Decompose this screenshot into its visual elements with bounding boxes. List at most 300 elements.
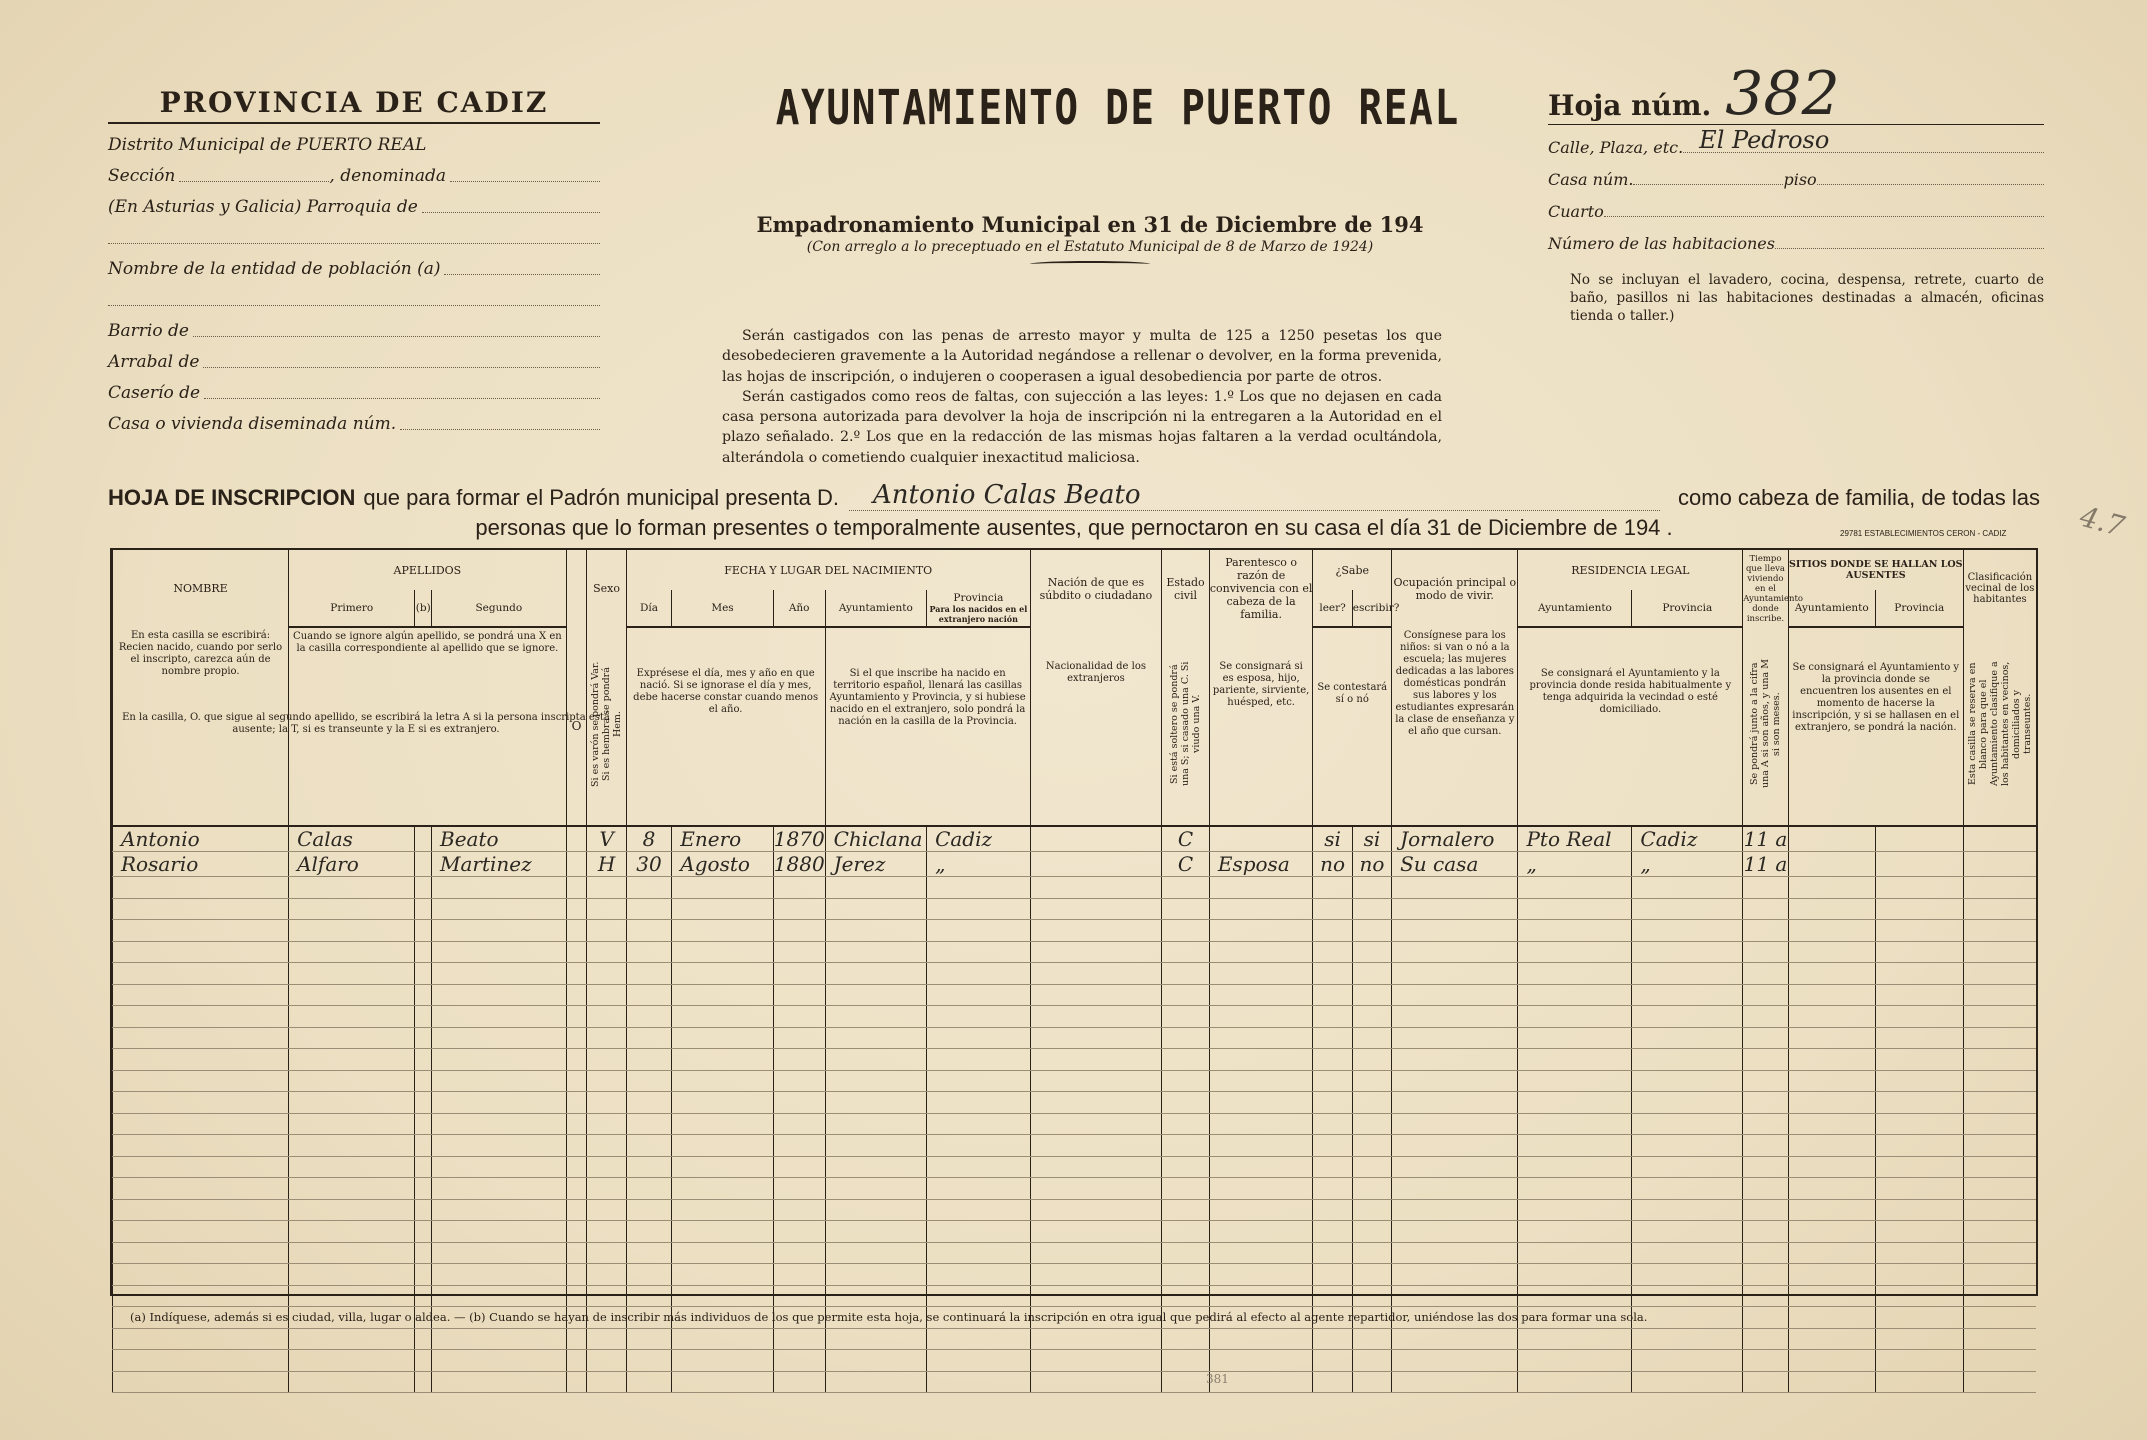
instr-fecha: Exprésese el día, mes y año en que nació. Si se ignorase el día y mes, debe hacerse constar cuando menos el año. bbox=[626, 627, 825, 826]
cell-ano bbox=[773, 1049, 825, 1071]
cell-res-prov bbox=[1632, 1135, 1743, 1157]
col-sit-ayto: Ayuntamiento bbox=[1788, 590, 1875, 627]
cell-leer bbox=[1313, 941, 1352, 963]
cell-sit-ayto bbox=[1788, 1135, 1875, 1157]
cell-nacion bbox=[1030, 1178, 1162, 1200]
empadronamiento-subtitle: (Con arreglo a lo preceptuado en el Estatuto Municipal de 8 de Marzo de 1924) bbox=[806, 239, 1374, 255]
instr-residencia: Se consignará el Ayuntamiento y la provincia donde resida habitualmente y tenga adquirida la vecindad o esté domiciliado. bbox=[1518, 627, 1743, 826]
cell-sit-ayto bbox=[1788, 1199, 1875, 1221]
hoja-label: Hoja núm. bbox=[1548, 89, 1712, 122]
cell-nacion bbox=[1030, 1242, 1162, 1264]
cell-parentesco bbox=[1209, 984, 1313, 1006]
cell-sit-ayto bbox=[1788, 898, 1875, 920]
cell-ano bbox=[773, 898, 825, 920]
cell-mes: Agosto bbox=[672, 852, 774, 877]
cell-prov bbox=[927, 1371, 1031, 1393]
cell-spacer bbox=[566, 898, 587, 920]
provincia-title: PROVINCIA DE CADIZ bbox=[108, 86, 600, 124]
cell-res-prov bbox=[1632, 1285, 1743, 1307]
cell-ayto: Jerez bbox=[825, 852, 927, 877]
cell-mes bbox=[672, 1113, 774, 1135]
cell-ayto bbox=[825, 920, 927, 942]
cell-dia bbox=[626, 920, 672, 942]
cell-escribir bbox=[1352, 877, 1391, 899]
cell-escribir bbox=[1352, 1178, 1391, 1200]
cell-ocupacion bbox=[1392, 1371, 1518, 1393]
instr-sexo: Si es varón se pondrá Var. Si es hembra se pondrá Hem. bbox=[590, 661, 624, 787]
penalty-paragraph-1: Serán castigados con las penas de arresto mayor y multa de 125 a 1250 pesetas los que desobedecieren gravemente a la Autoridad negándose a rellenar o devolver, en la forma prevenida, las hojas de inscripción, o indujeren o cooperasen a igual desobediencia por parte de otros. bbox=[722, 328, 1442, 385]
cell-nacion bbox=[1030, 1156, 1162, 1178]
cell-prov bbox=[927, 1027, 1031, 1049]
cell-ocupacion bbox=[1392, 1221, 1518, 1243]
cell-ocupacion bbox=[1392, 1092, 1518, 1114]
cell-clas bbox=[1963, 1156, 2036, 1178]
cell-nombre bbox=[113, 1350, 289, 1372]
cell-mes bbox=[672, 1178, 774, 1200]
cell-res-ayto bbox=[1518, 1070, 1632, 1092]
cell-escribir bbox=[1352, 1092, 1391, 1114]
table-row bbox=[113, 852, 2037, 877]
cell-parentesco bbox=[1209, 1285, 1313, 1307]
cell-nacion bbox=[1030, 1092, 1162, 1114]
cell-parentesco bbox=[1209, 1350, 1313, 1372]
cell-ocupacion bbox=[1392, 984, 1518, 1006]
cell-tiempo bbox=[1743, 1285, 1789, 1307]
table-row bbox=[113, 1027, 2037, 1049]
cell-sit-prov bbox=[1875, 1264, 1963, 1286]
cell-nombre bbox=[113, 941, 289, 963]
cell-spacer bbox=[415, 1350, 432, 1372]
cell-mes bbox=[672, 1156, 774, 1178]
cell-res-prov bbox=[1632, 1049, 1743, 1071]
cell-prov bbox=[927, 1070, 1031, 1092]
arrabal-row bbox=[108, 341, 600, 372]
margin-annotation: 4.7 bbox=[2076, 499, 2129, 544]
cell-parentesco bbox=[1209, 826, 1313, 852]
cell-dia bbox=[626, 1285, 672, 1307]
cell-res-ayto bbox=[1518, 1264, 1632, 1286]
cell-leer bbox=[1313, 1350, 1352, 1372]
cell-res-ayto bbox=[1518, 963, 1632, 985]
entidad-field bbox=[444, 274, 600, 275]
cell-ayto: Chiclana bbox=[825, 826, 927, 852]
cell-mes bbox=[672, 898, 774, 920]
cell-estado bbox=[1162, 1113, 1210, 1135]
hoja-header bbox=[1548, 58, 2044, 129]
cell-segundo bbox=[432, 1049, 567, 1071]
cell-parentesco bbox=[1209, 1221, 1313, 1243]
table-row bbox=[113, 898, 2037, 920]
col-sabe: ¿Sabe bbox=[1313, 550, 1392, 590]
cell-nacion bbox=[1030, 1006, 1162, 1028]
cell-prov bbox=[927, 963, 1031, 985]
instr-sabe: Se contestará sí o nó bbox=[1313, 627, 1392, 826]
calle-field bbox=[1683, 126, 2044, 154]
cell-parentesco bbox=[1209, 877, 1313, 899]
cell-res-prov bbox=[1632, 1350, 1743, 1372]
cell-ocupacion bbox=[1392, 1264, 1518, 1286]
cell-spacer bbox=[415, 1070, 432, 1092]
cell-spacer bbox=[415, 1135, 432, 1157]
cell-ayto bbox=[825, 941, 927, 963]
table-row bbox=[113, 1285, 2037, 1307]
cell-res-prov bbox=[1632, 1221, 1743, 1243]
cell-sit-prov bbox=[1875, 920, 1963, 942]
cell-nacion bbox=[1030, 984, 1162, 1006]
seccion-field bbox=[179, 181, 329, 182]
cell-res-ayto bbox=[1518, 941, 1632, 963]
cell-ayto bbox=[825, 1049, 927, 1071]
col-res-ayto: Ayuntamiento bbox=[1518, 590, 1632, 627]
col-ayuntamiento: Ayuntamiento bbox=[825, 590, 927, 627]
cell-spacer bbox=[415, 1178, 432, 1200]
col-estado: Estado civil bbox=[1162, 550, 1210, 627]
cell-prov bbox=[927, 1350, 1031, 1372]
cell-nombre bbox=[113, 1135, 289, 1157]
calle-value: El Pedroso bbox=[1699, 126, 1830, 154]
cell-primero bbox=[289, 920, 415, 942]
cell-ocupacion bbox=[1392, 1199, 1518, 1221]
cell-dia bbox=[626, 1264, 672, 1286]
cell-parentesco bbox=[1209, 1092, 1313, 1114]
cell-mes bbox=[672, 877, 774, 899]
cell-sit-ayto bbox=[1788, 1092, 1875, 1114]
cell-res-prov bbox=[1632, 1199, 1743, 1221]
habitaciones-note: No se incluyan el lavadero, cocina, despensa, retrete, cuarto de baño, pasillos ni las habitaciones destinadas a almacén, oficinas tienda o taller.) bbox=[1570, 272, 2044, 324]
cell-res-prov bbox=[1632, 1371, 1743, 1393]
cell-primero bbox=[289, 1328, 415, 1350]
cell-res-ayto bbox=[1518, 920, 1632, 942]
cell-sit-prov bbox=[1875, 1350, 1963, 1372]
cell-nacion bbox=[1030, 920, 1162, 942]
cell-estado bbox=[1162, 1006, 1210, 1028]
distrito-label: Distrito Municipal de PUERTO REAL bbox=[108, 135, 427, 155]
cell-escribir bbox=[1352, 920, 1391, 942]
cell-estado bbox=[1162, 1199, 1210, 1221]
ayuntamiento-title: AYUNTAMIENTO DE PUERTO REAL bbox=[775, 80, 1460, 136]
page-number: 381 bbox=[1206, 1372, 1229, 1386]
cell-tiempo bbox=[1743, 1156, 1789, 1178]
cell-leer bbox=[1313, 877, 1352, 899]
col-nacion: Nación de que es súbdito o ciudadano bbox=[1030, 550, 1162, 627]
cell-sit-ayto bbox=[1788, 1006, 1875, 1028]
cell-res-prov bbox=[1632, 1156, 1743, 1178]
cell-leer bbox=[1313, 1285, 1352, 1307]
barrio-row bbox=[108, 310, 600, 341]
cell-clas bbox=[1963, 1285, 2036, 1307]
cell-escribir bbox=[1352, 1221, 1391, 1243]
cell-sit-prov bbox=[1875, 877, 1963, 899]
table-row bbox=[113, 1264, 2037, 1286]
instr-o: O bbox=[566, 627, 587, 826]
cell-sexo bbox=[587, 1092, 626, 1114]
cell-escribir bbox=[1352, 1049, 1391, 1071]
cell-spacer bbox=[415, 898, 432, 920]
col-sitios: SITIOS DONDE SE HALLAN LOS AUSENTES bbox=[1788, 550, 1963, 590]
table-row bbox=[113, 1113, 2037, 1135]
cell-nombre bbox=[113, 1049, 289, 1071]
cell-sexo bbox=[587, 1242, 626, 1264]
cell-res-ayto bbox=[1518, 1135, 1632, 1157]
cell-sexo bbox=[587, 963, 626, 985]
cell-sexo bbox=[587, 877, 626, 899]
cell-sit-ayto bbox=[1788, 1221, 1875, 1243]
cell-parentesco bbox=[1209, 1135, 1313, 1157]
cell-segundo bbox=[432, 1350, 567, 1372]
cell-prov: „ bbox=[927, 852, 1031, 877]
col-nombre: NOMBRE bbox=[113, 550, 289, 627]
cell-nombre bbox=[113, 898, 289, 920]
cell-sit-prov bbox=[1875, 1178, 1963, 1200]
cell-estado bbox=[1162, 1027, 1210, 1049]
entidad-label: Nombre de la entidad de población (a) bbox=[108, 259, 441, 279]
cell-dia bbox=[626, 1242, 672, 1264]
cell-spacer bbox=[415, 1264, 432, 1286]
cell-parentesco bbox=[1209, 1242, 1313, 1264]
cuarto-label: Cuarto bbox=[1548, 202, 1604, 221]
cell-spacer bbox=[415, 1221, 432, 1243]
cell-clas bbox=[1963, 1221, 2036, 1243]
cell-spacer bbox=[566, 1006, 587, 1028]
cell-ano bbox=[773, 1092, 825, 1114]
cell-nombre bbox=[113, 1070, 289, 1092]
cell-res-prov bbox=[1632, 898, 1743, 920]
cell-escribir bbox=[1352, 1371, 1391, 1393]
cell-escribir: si bbox=[1352, 826, 1391, 852]
cell-sit-prov bbox=[1875, 1328, 1963, 1350]
cell-estado bbox=[1162, 1221, 1210, 1243]
cell-res-ayto bbox=[1518, 1199, 1632, 1221]
casa-num-label: Casa núm. bbox=[1548, 170, 1634, 189]
table-row bbox=[113, 963, 2037, 985]
cell-ayto bbox=[825, 1199, 927, 1221]
cell-sexo bbox=[587, 1027, 626, 1049]
cell-sit-ayto bbox=[1788, 1049, 1875, 1071]
cell-sit-ayto bbox=[1788, 1113, 1875, 1135]
cell-sit-prov bbox=[1875, 941, 1963, 963]
cell-sexo bbox=[587, 1156, 626, 1178]
cell-escribir bbox=[1352, 1113, 1391, 1135]
cell-sexo bbox=[587, 984, 626, 1006]
cell-tiempo bbox=[1743, 1242, 1789, 1264]
cell-nombre bbox=[113, 1113, 289, 1135]
cell-sit-ayto bbox=[1788, 852, 1875, 877]
cell-parentesco bbox=[1209, 1264, 1313, 1286]
cell-leer bbox=[1313, 1006, 1352, 1028]
cell-res-ayto bbox=[1518, 1006, 1632, 1028]
cell-primero bbox=[289, 1221, 415, 1243]
cell-segundo bbox=[432, 1285, 567, 1307]
cell-ano bbox=[773, 984, 825, 1006]
cell-nombre bbox=[113, 920, 289, 942]
cell-sit-ayto bbox=[1788, 1070, 1875, 1092]
cell-res-ayto bbox=[1518, 1285, 1632, 1307]
cell-nacion bbox=[1030, 1264, 1162, 1286]
cell-sexo bbox=[587, 941, 626, 963]
cell-ayto bbox=[825, 963, 927, 985]
footnote: (a) Indíquese, además si es ciudad, villa, lugar o aldea. — (b) Cuando se hayan de inscribir más individuos de los que permite esta hoja, se continuará la inscripción en otra igual que pedirá al efecto al agente repartidor, uniéndose las dos para formar una sola. bbox=[130, 1310, 1648, 1324]
cell-ocupacion bbox=[1392, 1006, 1518, 1028]
cell-estado bbox=[1162, 1049, 1210, 1071]
cell-estado: C bbox=[1162, 826, 1210, 852]
cell-sit-prov bbox=[1875, 1135, 1963, 1157]
cell-tiempo: 11 a bbox=[1743, 827, 1788, 851]
casa-label: Casa o vivienda diseminada núm. bbox=[108, 414, 397, 434]
cell-sexo bbox=[587, 1178, 626, 1200]
cell-segundo bbox=[432, 984, 567, 1006]
cell-nombre bbox=[113, 1264, 289, 1286]
cell-primero bbox=[289, 1371, 415, 1393]
cell-estado bbox=[1162, 1135, 1210, 1157]
cell-sit-ayto bbox=[1788, 1328, 1875, 1350]
cell-segundo bbox=[432, 1199, 567, 1221]
cell-mes bbox=[672, 1350, 774, 1372]
table-row bbox=[113, 920, 2037, 942]
caserio-field bbox=[204, 398, 600, 399]
cell-ano bbox=[773, 1006, 825, 1028]
table-row bbox=[113, 826, 2037, 852]
cell-ocupacion bbox=[1392, 1242, 1518, 1264]
cell-leer bbox=[1313, 1199, 1352, 1221]
table-row bbox=[113, 1178, 2037, 1200]
cell-ano bbox=[773, 1027, 825, 1049]
cell-spacer bbox=[566, 1049, 587, 1071]
cell-ayto bbox=[825, 1135, 927, 1157]
cell-nombre bbox=[113, 1221, 289, 1243]
cell-mes bbox=[672, 1049, 774, 1071]
cell-parentesco: Esposa bbox=[1209, 852, 1313, 877]
habitaciones-label: Número de las habitaciones bbox=[1548, 234, 1775, 253]
cell-tiempo bbox=[1743, 1092, 1789, 1114]
cell-estado bbox=[1162, 1371, 1210, 1393]
cell-clas bbox=[1963, 1113, 2036, 1135]
distrito-row bbox=[108, 124, 600, 155]
parroquia-row bbox=[108, 186, 600, 217]
cell-sit-prov bbox=[1875, 1221, 1963, 1243]
cell-estado bbox=[1162, 1178, 1210, 1200]
cell-primero bbox=[289, 1135, 415, 1157]
cell-ayto bbox=[825, 898, 927, 920]
caserio-label: Caserío de bbox=[108, 383, 201, 403]
cell-prov bbox=[927, 1285, 1031, 1307]
col-apellidos: APELLIDOS bbox=[289, 550, 567, 590]
cell-ocupacion bbox=[1392, 1027, 1518, 1049]
cell-res-prov bbox=[1632, 1242, 1743, 1264]
col-nacimiento: FECHA Y LUGAR DEL NACIMIENTO bbox=[626, 550, 1030, 590]
cell-nombre bbox=[113, 1006, 289, 1028]
cell-tiempo bbox=[1743, 1264, 1789, 1286]
table-row bbox=[113, 1242, 2037, 1264]
cell-leer bbox=[1313, 1371, 1352, 1393]
instr-parentesco: Se consignará si es esposa, hijo, pariente, sirviente, huésped, etc. bbox=[1209, 627, 1313, 826]
instr-tiempo: Se pondrá junto a la cifra una A si son años, y una M si son meses. bbox=[1748, 659, 1782, 789]
cell-sit-ayto bbox=[1788, 984, 1875, 1006]
table-row bbox=[113, 1070, 2037, 1092]
cell-sit-prov bbox=[1875, 898, 1963, 920]
cell-escribir bbox=[1352, 941, 1391, 963]
cell-sexo bbox=[587, 1285, 626, 1307]
cell-sit-ayto bbox=[1788, 1027, 1875, 1049]
cell-spacer bbox=[415, 1371, 432, 1393]
cell-nombre bbox=[113, 1199, 289, 1221]
cell-sexo bbox=[587, 1135, 626, 1157]
cell-leer bbox=[1313, 920, 1352, 942]
cell-sit-prov bbox=[1875, 1242, 1963, 1264]
cell-dia bbox=[626, 898, 672, 920]
cell-parentesco bbox=[1209, 1156, 1313, 1178]
cell-nacion bbox=[1030, 1285, 1162, 1307]
cell-segundo bbox=[432, 1242, 567, 1264]
cell-segundo bbox=[432, 963, 567, 985]
cell-spacer bbox=[415, 1092, 432, 1114]
cell-tiempo bbox=[1743, 963, 1789, 985]
cell-segundo bbox=[432, 1006, 567, 1028]
cell-estado: C bbox=[1162, 852, 1210, 877]
cell-spacer bbox=[566, 1285, 587, 1307]
cell-segundo bbox=[432, 1264, 567, 1286]
instr-clasificacion: Esta casilla se reserva en blanco para que el Ayuntamiento clasifique a los habitantes en vecinos, domiciliados y transeuntes. bbox=[1966, 661, 2033, 787]
cell-res-prov bbox=[1632, 1264, 1743, 1286]
cell-tiempo bbox=[1743, 920, 1789, 942]
casa-num-row bbox=[1548, 157, 2044, 189]
table-row bbox=[113, 1092, 2037, 1114]
cell-estado bbox=[1162, 1092, 1210, 1114]
habitaciones-field bbox=[1775, 248, 2044, 249]
cell-spacer bbox=[566, 1221, 587, 1243]
cell-clas bbox=[1963, 1242, 2036, 1264]
cell-prov bbox=[927, 1178, 1031, 1200]
cell-spacer bbox=[566, 963, 587, 985]
cell-segundo bbox=[432, 1113, 567, 1135]
table-row bbox=[113, 1049, 2037, 1071]
cell-parentesco bbox=[1209, 1113, 1313, 1135]
cuarto-row bbox=[1548, 189, 2044, 221]
cell-dia bbox=[626, 1371, 672, 1393]
cell-segundo bbox=[432, 1135, 567, 1157]
cell-spacer bbox=[566, 1135, 587, 1157]
cell-nombre bbox=[113, 1285, 289, 1307]
cell-spacer bbox=[566, 920, 587, 942]
cell-nacion bbox=[1030, 826, 1162, 852]
cell-primero bbox=[289, 1178, 415, 1200]
cell-sexo: H bbox=[587, 852, 626, 877]
seccion-label: Sección bbox=[108, 166, 176, 186]
cell-ocupacion bbox=[1392, 898, 1518, 920]
cell-sit-ayto bbox=[1788, 1178, 1875, 1200]
cell-spacer bbox=[566, 1113, 587, 1135]
cell-ocupacion bbox=[1392, 1178, 1518, 1200]
cell-clas bbox=[1963, 1027, 2036, 1049]
cell-escribir bbox=[1352, 1328, 1391, 1350]
cell-leer bbox=[1313, 963, 1352, 985]
cell-estado bbox=[1162, 877, 1210, 899]
cell-spacer bbox=[415, 963, 432, 985]
cell-nombre bbox=[113, 1371, 289, 1393]
cell-spacer bbox=[566, 1070, 587, 1092]
cell-ano bbox=[773, 920, 825, 942]
cell-spacer bbox=[566, 852, 587, 877]
cell-sit-prov bbox=[1875, 1006, 1963, 1028]
cell-clas bbox=[1963, 877, 2036, 899]
cell-ano bbox=[773, 1135, 825, 1157]
cell-nacion bbox=[1030, 963, 1162, 985]
cell-mes bbox=[672, 920, 774, 942]
cell-leer bbox=[1313, 1328, 1352, 1350]
cell-res-prov bbox=[1632, 1328, 1743, 1350]
cell-clas bbox=[1963, 898, 2036, 920]
col-provincia-sub: Para los nacidos en el extranjero nación bbox=[929, 604, 1028, 624]
cell-prov bbox=[927, 1113, 1031, 1135]
